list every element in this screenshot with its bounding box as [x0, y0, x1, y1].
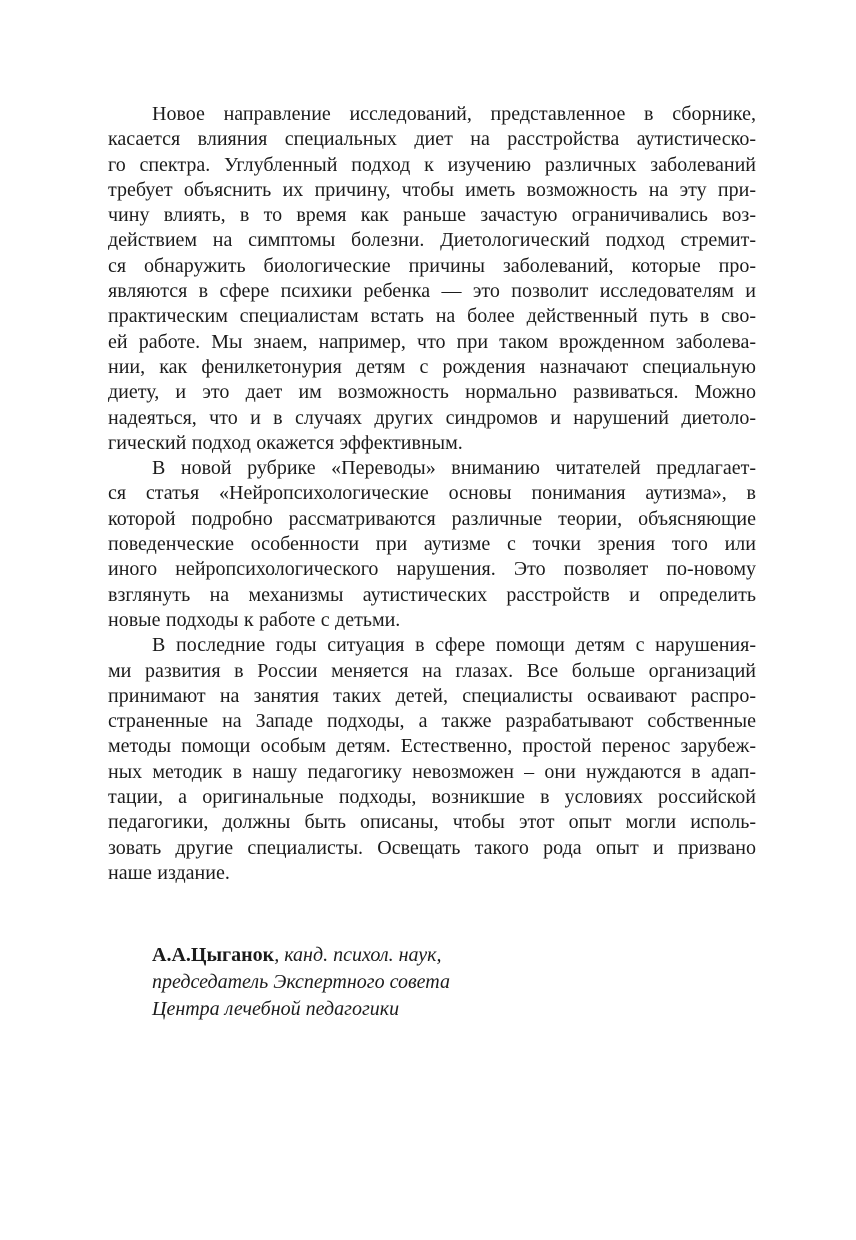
signature-credentials: , канд. психол. наук, [274, 944, 442, 967]
text-line: новые подходы к работе с детьми. [108, 608, 401, 631]
text-line: чину влиять, в то время как раньше зачастую ограничивались воз- [108, 204, 756, 227]
text-line: Новое направление исследований, представленное в сборнике, [152, 103, 756, 125]
text-line: поведенческие особенности при аутизме с точки зрения того или [108, 533, 756, 556]
text-line: гический подход окажется эффективным. [108, 431, 463, 454]
paragraph-diet-research [108, 102, 756, 456]
text-line: нии, как фенилкетонурия детям с рождения назначают специальную [108, 355, 756, 378]
text-line: ми развития в России меняется на глазах. Все больше организаций [108, 659, 756, 682]
text-line: диету, и это дает им возможность нормально развиваться. Можно [108, 381, 756, 404]
text-line: ся обнаружить биологические причины заболеваний, которые про- [108, 254, 756, 277]
paragraph-translations-rubric [108, 456, 756, 633]
text-line: наше издание. [108, 861, 230, 884]
text-line: взглянуть на механизмы аутистических расстройств и определить [108, 583, 756, 606]
text-line: требует объяснить их причину, чтобы иметь возможность на эту при- [108, 178, 756, 201]
text-line: педагогики, должны быть описаны, чтобы этот опыт могли исполь- [108, 811, 756, 834]
text-line: иного нейропсихологического нарушения. Это позволяет по-новому [108, 558, 756, 581]
text-line: В новой рубрике «Переводы» вниманию читателей предлагает- [152, 457, 756, 480]
text-line: ей работе. Мы знаем, например, что при таком врожденном заболева- [108, 330, 756, 353]
text-line: ся статья «Нейропсихологические основы понимания аутизма», в [108, 482, 756, 505]
body-text [108, 102, 756, 1023]
text-line: тации, а оригинальные подходы, возникшие в условиях российской [108, 786, 756, 809]
text-line: надеяться, что и в случаях других синдромов и нарушений диетоло- [108, 406, 756, 429]
text-line: ных методик в нашу педагогику невозможен – они нуждаются в адап- [108, 760, 756, 783]
text-line: касается влияния специальных диет на расстройства аутистическо- [108, 128, 756, 151]
signature-organization: Центра лечебной педагогики [152, 998, 400, 1021]
text-line: являются в сфере психики ребенка — это позволит исследователям и [108, 280, 756, 303]
text-line: В последние годы ситуация в сфере помощи детям с нарушения- [152, 634, 756, 657]
paragraph-situation-in-russia [108, 633, 756, 886]
text-line: страненные на Западе подходы, а также разрабатывают собственные [108, 710, 756, 733]
text-line: го спектра. Углубленный подход к изучению различных заболеваний [108, 153, 756, 176]
text-line: зовать другие специалисты. Освещать такого рода опыт и призвано [108, 836, 756, 859]
text-line: практическим специалистам встать на более действенный путь в сво- [108, 305, 756, 328]
text-line: которой подробно рассматриваются различные теории, объясняющие [108, 507, 756, 530]
signature-block [108, 942, 756, 1023]
text-line: методы помощи особым детям. Естественно, простой перенос зарубеж- [108, 735, 756, 758]
signature-role: председатель Экспертного совета [152, 971, 450, 994]
text-line: действием на симптомы болезни. Диетологический подход стремит- [108, 229, 756, 252]
signature-line-name [152, 942, 756, 969]
text-line: принимают на занятия таких детей, специалисты осваивают распро- [108, 684, 756, 707]
signature-author-name: А.А.Цыганок [152, 944, 275, 967]
